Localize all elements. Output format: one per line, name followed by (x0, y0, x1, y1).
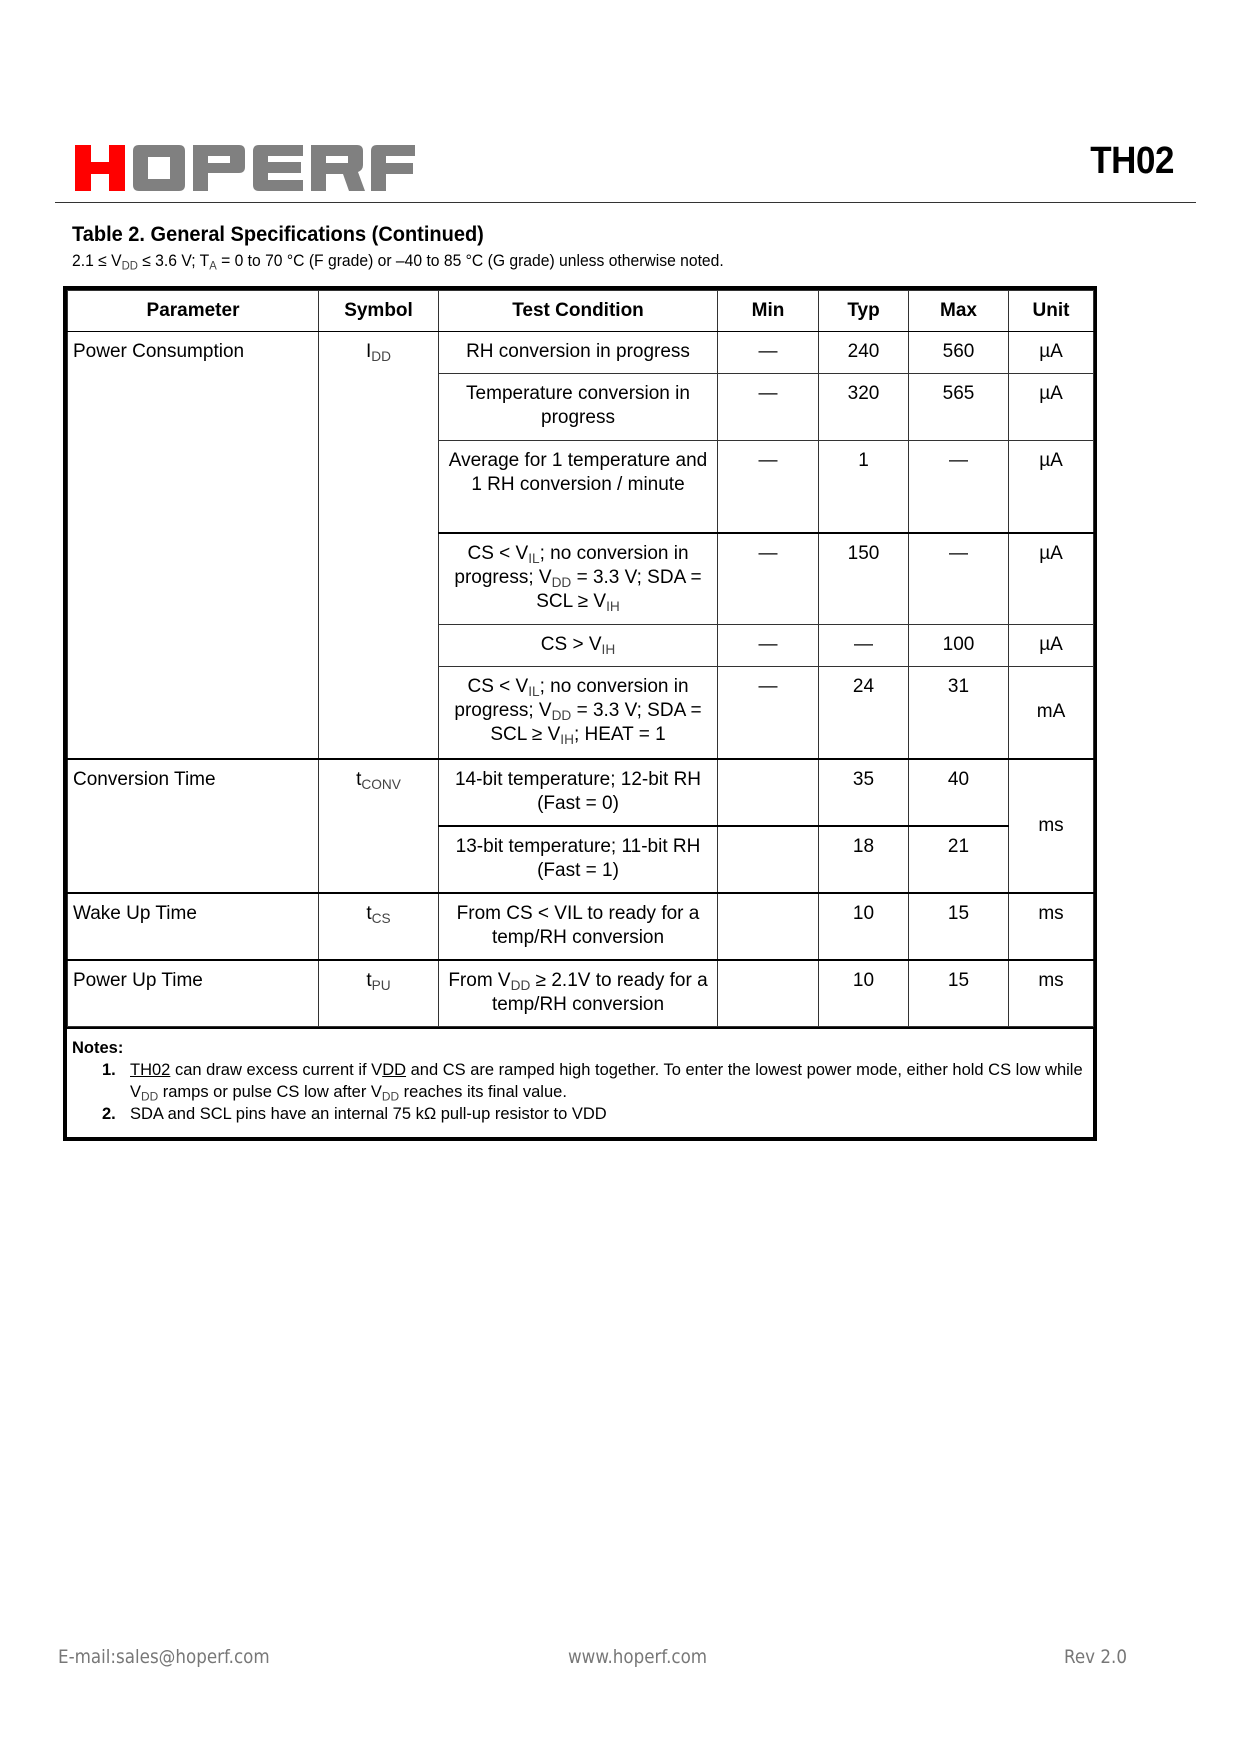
note-text: reaches its final value. (399, 1083, 567, 1101)
table-notes (67, 1027, 1093, 1137)
min-cell: — (718, 667, 819, 759)
footer-email: E-mail:sales@hoperf.com (58, 1646, 270, 1668)
typ-cell: 10 (819, 893, 909, 960)
subscript: CONV (361, 776, 401, 792)
column-header-unit: Unit (1009, 291, 1094, 332)
subscript: IH (601, 641, 616, 657)
symbol-cell (319, 960, 439, 1027)
max-cell: 31 (909, 667, 1009, 759)
typ-cell: 150 (819, 533, 909, 625)
hoperf-logo (75, 143, 415, 193)
condition-cell (439, 533, 718, 625)
subscript: IL (528, 683, 540, 699)
subscript: IL (528, 550, 540, 566)
note-text: and CS are ramped high together. To enter the lowest power mode, either hold CS low while V (130, 1061, 1083, 1101)
symbol-cell (319, 759, 439, 893)
unit-cell: ms (1009, 759, 1094, 893)
note-text: SDA and SCL pins have an internal 75 kΩ pull-up resistor to VDD (130, 1105, 607, 1123)
condition-text: = 3.3 V; SDA = SCL ≥ V (536, 566, 702, 612)
table-header-row (68, 291, 1094, 332)
unit-cell: ms (1009, 893, 1094, 960)
condition-text: ≥ 2.1V to ready for a temp/RH conversion (491, 969, 708, 1015)
typ-cell: 35 (819, 759, 909, 826)
parameter-cell: Wake Up Time (68, 893, 319, 960)
min-cell (718, 759, 819, 826)
column-header-typ: Typ (819, 291, 909, 332)
document-code: TH02 (1090, 140, 1174, 182)
table-row (68, 893, 1094, 960)
max-cell: 40 (909, 759, 1009, 826)
parameter-cell: Conversion Time (68, 759, 319, 893)
unit-cell: µA (1009, 332, 1094, 374)
symbol-text: I (365, 341, 372, 362)
hoperf-logo-icon (75, 143, 415, 193)
condition-cell (439, 960, 718, 1027)
subscript: IH (560, 731, 574, 747)
condition-text: CS > V (540, 634, 602, 655)
condition-cell: Temperature conversion in progress (439, 374, 718, 441)
typ-cell: 1 (819, 441, 909, 533)
subscript: DD (121, 258, 138, 273)
min-cell (718, 960, 819, 1027)
table-subtitle (72, 252, 724, 271)
column-header-max: Max (909, 291, 1009, 332)
column-header-min: Min (718, 291, 819, 332)
note-item (72, 1103, 1087, 1125)
min-cell (718, 893, 819, 960)
notes-title: Notes: (72, 1039, 124, 1057)
min-cell: — (718, 625, 819, 667)
max-cell: 560 (909, 332, 1009, 374)
unit-cell: µA (1009, 625, 1094, 667)
min-cell: — (718, 441, 819, 533)
column-header-test-condition: Test Condition (439, 291, 718, 332)
max-cell: 100 (909, 625, 1009, 667)
condition-text: CS < V (467, 542, 529, 564)
condition-cell: 14-bit temperature; 12-bit RH (Fast = 0) (439, 759, 718, 826)
condition-cell: RH conversion in progress (439, 332, 718, 374)
general-specifications-table (63, 286, 1097, 1141)
typ-cell: 24 (819, 667, 909, 759)
unit-cell: mA (1009, 667, 1094, 759)
max-cell: 21 (909, 826, 1009, 893)
max-cell: 15 (909, 960, 1009, 1027)
typ-cell: 10 (819, 960, 909, 1027)
note-text: DD (382, 1061, 407, 1079)
unit-cell: µA (1009, 374, 1094, 441)
max-cell: 15 (909, 893, 1009, 960)
condition-text: ; no conversion in progress; V (454, 676, 689, 721)
max-cell: — (909, 533, 1009, 625)
notes-list (72, 1059, 1087, 1125)
subscript: DD (141, 1089, 159, 1104)
note-text: TH02 (130, 1061, 171, 1079)
condition-text: CS < V (467, 676, 529, 697)
table-row (68, 960, 1094, 1027)
subscript: IH (606, 598, 620, 614)
condition-text: From V (448, 969, 511, 991)
condition-text: = 3.3 V; SDA = SCL ≥ V (490, 700, 702, 745)
max-cell: 565 (909, 374, 1009, 441)
subtitle-text: = 0 to 70 °C (F grade) or –40 to 85 °C (G grade) unless otherwise noted. (216, 252, 724, 270)
typ-cell: 240 (819, 332, 909, 374)
symbol-cell (319, 332, 439, 759)
note-text: can draw excess current if V (170, 1061, 383, 1079)
symbol-text: t (366, 902, 372, 924)
min-cell: — (718, 374, 819, 441)
symbol-text: t (356, 768, 362, 790)
symbol-text: t (366, 969, 372, 991)
typ-cell: 18 (819, 826, 909, 893)
unit-cell: µA (1009, 533, 1094, 625)
condition-cell: 13-bit temperature; 11-bit RH (Fast = 1) (439, 826, 718, 893)
note-text: ramps or pulse CS low after V (158, 1083, 382, 1101)
subscript: DD (551, 574, 572, 590)
note-number: 1. (102, 1061, 116, 1079)
subtitle-text: 2.1 ≤ V (72, 252, 122, 270)
column-header-parameter: Parameter (68, 291, 319, 332)
condition-text: ; no conversion in progress; V (454, 542, 689, 588)
subscript: A (209, 258, 217, 273)
parameter-cell: Power Consumption (68, 332, 319, 759)
subscript: CS (371, 910, 391, 926)
subscript: DD (551, 707, 572, 723)
subtitle-text: ≤ 3.6 V; T (137, 252, 210, 270)
subscript: DD (381, 1089, 400, 1104)
footer-revision: Rev 2.0 (1064, 1646, 1127, 1668)
table-row (68, 759, 1094, 826)
typ-cell: — (819, 625, 909, 667)
header-divider (55, 202, 1196, 203)
condition-text: ; HEAT = 1 (573, 724, 666, 745)
subscript: DD (510, 977, 531, 993)
subscript: PU (371, 977, 391, 993)
footer-website: www.hoperf.com (568, 1646, 708, 1668)
min-cell: — (718, 533, 819, 625)
parameter-cell: Power Up Time (68, 960, 319, 1027)
unit-cell: µA (1009, 441, 1094, 533)
table-title: Table 2. General Specifications (Continued) (72, 222, 484, 246)
symbol-cell (319, 893, 439, 960)
min-cell (718, 826, 819, 893)
condition-cell (439, 667, 718, 759)
max-cell: — (909, 441, 1009, 533)
note-number: 2. (102, 1105, 116, 1123)
table-row (68, 332, 1094, 374)
unit-cell: ms (1009, 960, 1094, 1027)
min-cell: — (718, 332, 819, 374)
condition-cell: From CS < VIL to ready for a temp/RH conversion (439, 893, 718, 960)
column-header-symbol: Symbol (319, 291, 439, 332)
condition-cell (439, 625, 718, 667)
note-item (72, 1059, 1087, 1103)
typ-cell: 320 (819, 374, 909, 441)
condition-cell: Average for 1 temperature and 1 RH conversion / minute (439, 441, 718, 533)
subscript: DD (371, 348, 392, 364)
